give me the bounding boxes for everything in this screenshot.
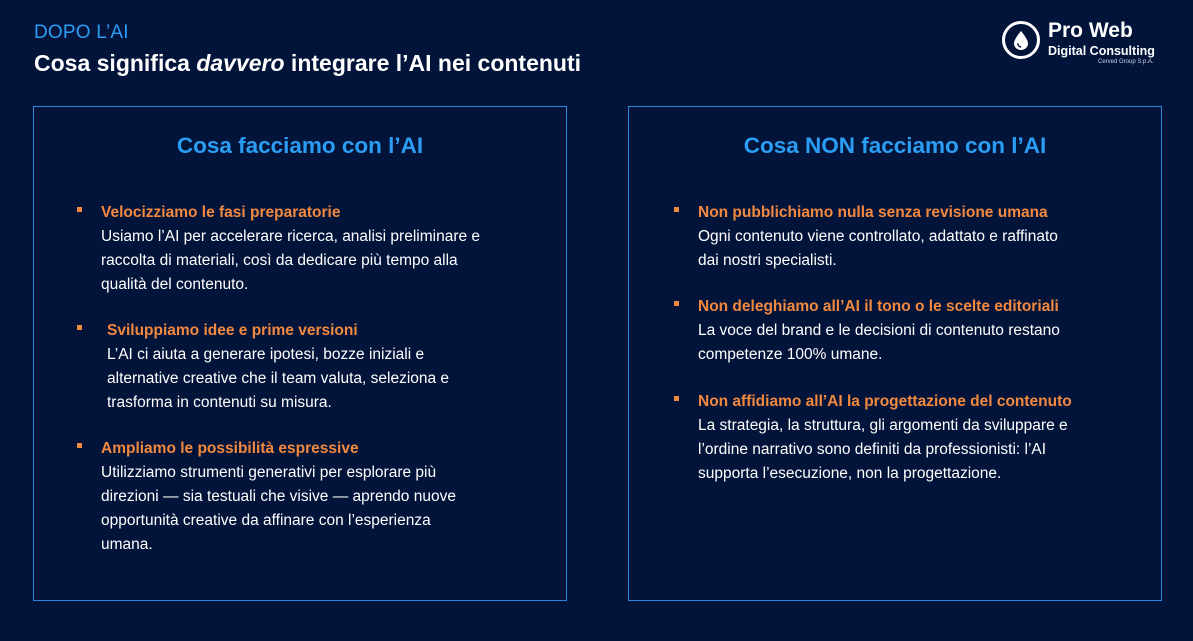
page-title-end: integrare l’AI nei contenuti [284,50,582,76]
section-kicker: DOPO L’AI [34,22,129,43]
item-title: Non pubblichiamo nulla senza revisione umana [698,204,1048,221]
item-description-line: dai nostri specialisti. [698,252,837,269]
panel-dont-with-ai [628,106,1162,601]
item-title: Non affidiamo all’AI la progettazione del contenuto [698,393,1072,410]
item-description-line: raccolta di materiali, così da dedicare più tempo alla [101,252,458,269]
item-title: Non deleghiamo all’AI il tono o le scelte editoriali [698,298,1059,315]
square-bullet-icon [77,325,82,330]
list-item [101,201,541,297]
item-description-line: La strategia, la struttura, gli argomenti da sviluppare e [698,417,1068,434]
item-description-line: supporta l’esecuzione, non la progettazione. [698,465,1002,482]
water-drop-icon [1002,21,1040,59]
panel-title: Cosa facciamo con l’AI [176,133,424,158]
company-logo [1002,20,1172,70]
item-description-line: trasforma in contenuti su misura. [107,394,332,411]
square-bullet-icon [674,396,679,401]
square-bullet-icon [77,443,82,448]
item-title: Sviluppiamo idee e prime versioni [107,322,358,339]
page-title-start: Cosa significa [34,50,197,76]
item-title: Velocizziamo le fasi preparatorie [101,204,341,221]
item-description-line: L’AI ci aiuta a generare ipotesi, bozze iniziali e [107,346,425,363]
item-description-line: competenze 100% umane. [698,346,883,363]
square-bullet-icon [674,301,679,306]
item-description-line: direzioni — sia testuali che visive — aprendo nuove [101,488,456,505]
page-title [34,50,581,77]
list-item [698,390,1138,486]
square-bullet-icon [674,207,679,212]
list-item [107,319,547,415]
page-title-emphasis: davvero [196,50,285,76]
item-description-line: La voce del brand e le decisioni di contenuto restano [698,322,1060,339]
item-description-line: umana. [101,536,153,553]
square-bullet-icon [77,207,82,212]
item-description-line: Utilizziamo strumenti generativi per esplorare più [101,464,437,481]
list-item [101,437,541,557]
panel-do-with-ai [33,106,567,601]
item-description-line: alternative creative che il team valuta, seleziona e [107,370,450,387]
item-description-line: l’ordine narrativo sono definiti da professionisti: l’AI [698,441,1047,458]
item-title: Ampliamo le possibilità espressive [101,440,359,457]
item-description-line: Usiamo l’AI per accelerare ricerca, analisi preliminare e [101,228,481,245]
logo-name: Pro Web [1048,19,1133,42]
item-description-line: opportunità creative da affinare con l’esperienza [101,512,431,529]
panel-title: Cosa NON facciamo con l’AI [743,133,1047,158]
list-item [698,201,1138,273]
logo-subtitle: Digital Consulting [1048,44,1155,58]
logo-group: Cerved Group S.p.A. [1098,59,1154,65]
item-description-line: Ogni contenuto viene controllato, adattato e raffinato [698,228,1058,245]
item-description-line: qualità del contenuto. [101,276,249,293]
list-item [698,295,1138,367]
